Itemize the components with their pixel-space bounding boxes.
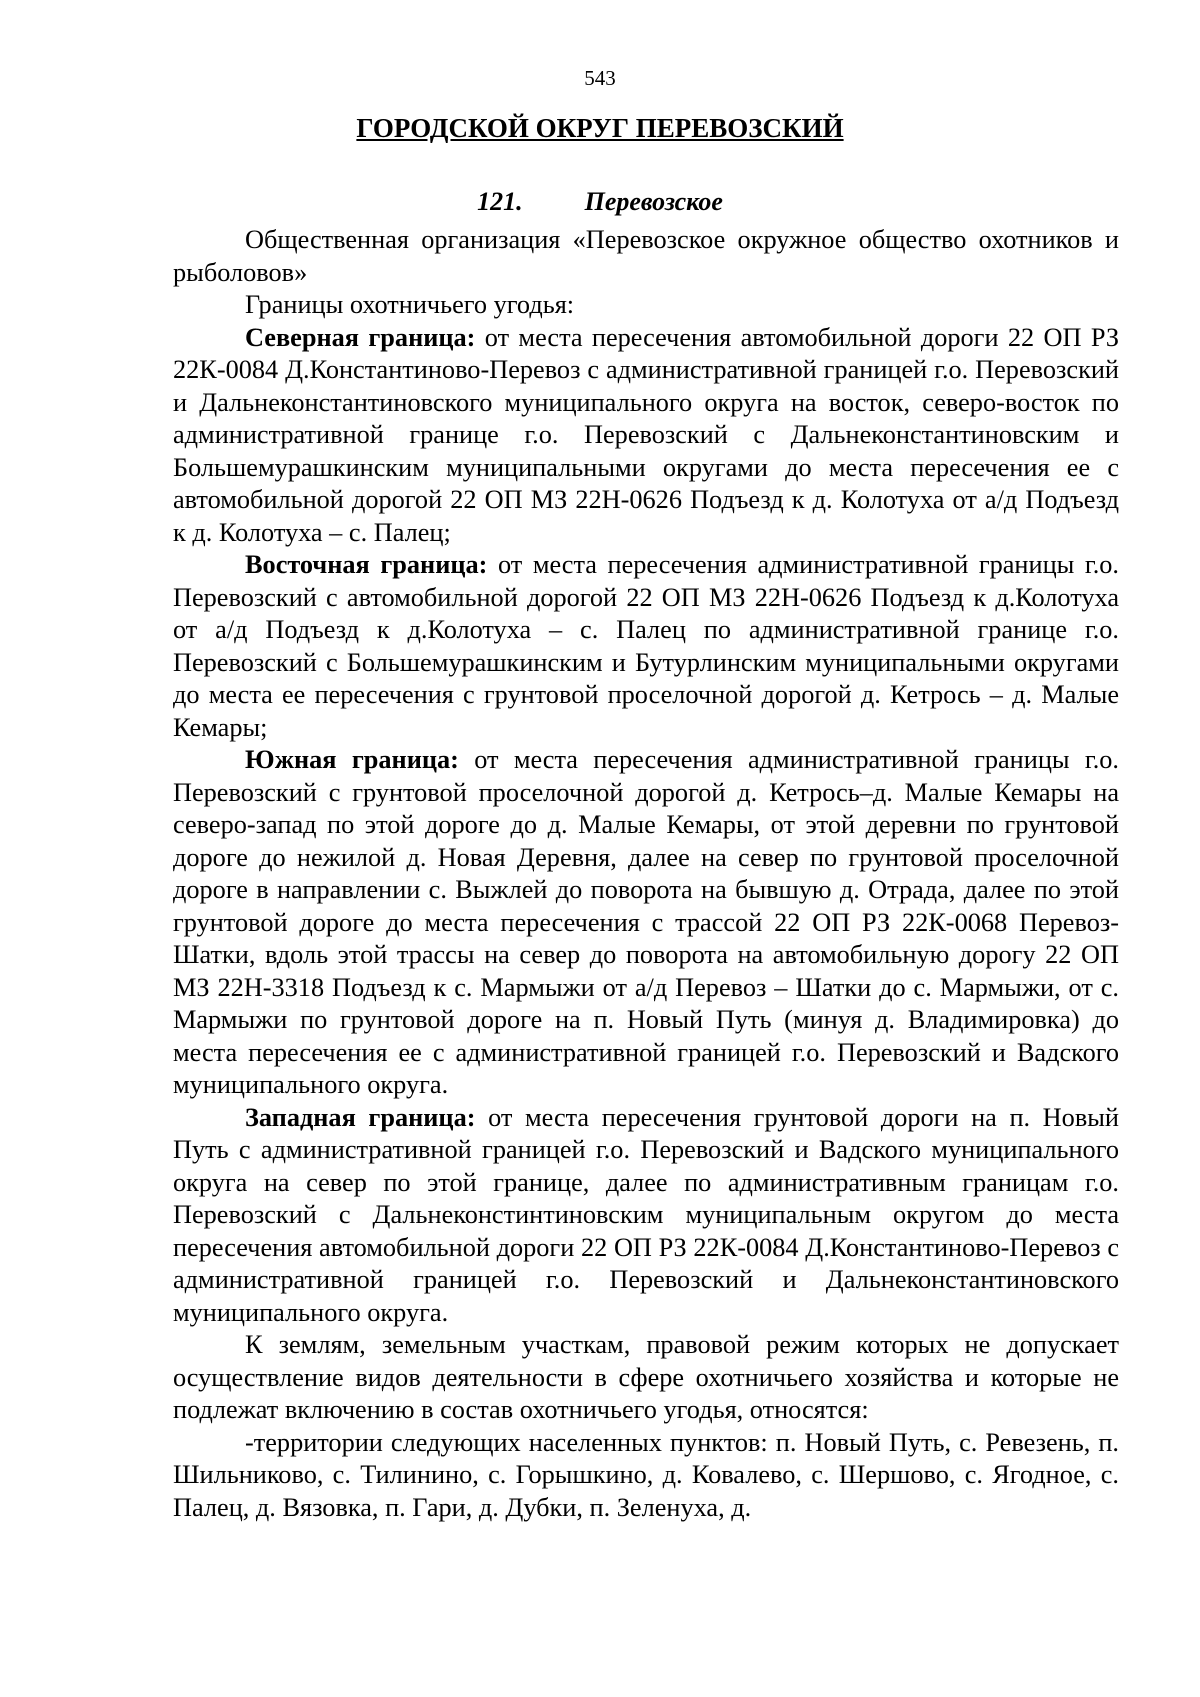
- boundaries-intro: Границы охотничьего угодья:: [245, 290, 575, 319]
- south-boundary-text: от места пересечения административной границы г.о. Перевозский с грунтовой проселочной дорогой д. Кетрось–д. Малые Кемары на северо-запад по этой дороге до д. Малые Кемары, от этой деревни по грунтовой дороге до нежилой д. Новая Деревня, далее на север по грунтовой проселочной дороге в направлении с. Выжлей до поворота на бывшую д. Отрада, далее по этой грунтовой дороге до места пересечения с трассой 22 ОП РЗ 22К-0068 Перевоз-Шатки, вдоль этой трассы на север до поворота на автомобильную дорогу 22 ОП МЗ 22Н-3318 Подъезд к с. Мармыжи от а/д Перевоз – Шатки до с. Мармыжи, от с. Мармыжи по грунтовой дороге на п. Новый Путь (минуя д. Владимировка) до места пересечения ее с административной границей г.о. Перевозский и Вадского муниципального округа.: [173, 745, 1119, 1099]
- north-boundary-text: от места пересечения автомобильной дороги 22 ОП РЗ 22К-0084 Д.Константиново-Перевоз с административной границей г.о. Перевозский и Дальнеконстантиновского муниципального округа на восток, северо-восток по административной границе г.о. Перевозский с Дальнеконстантиновским и Большемурашкинским муниципальными округами до места пересечения ее с автомобильной дорогой 22 ОП МЗ 22Н-0626 Подъезд к д. Колотуха от а/д Подъезд к д. Колотуха – с. Палец;: [173, 322, 1119, 547]
- north-boundary-paragraph: [173, 322, 1119, 550]
- west-boundary-paragraph: [173, 1102, 1119, 1330]
- west-boundary-text: от места пересечения грунтовой дороги на п. Новый Путь с административной границей г.о. Перевозский и Вадского муниципального округа на север по этой границе, далее по административным границам г.о. Перевозский с Дальнеконстинтиновским муниципальным округом до места пересечения автомобильной дороги 22 ОП РЗ 22К-0084 Д.Константиново-Перевоз с административной границей г.о. Перевозский и Дальнеконстантиновского муниципального округа.: [173, 1102, 1119, 1327]
- west-boundary-label: Западная граница:: [245, 1102, 476, 1132]
- document-title: ГОРОДСКОЙ ОКРУГ ПЕРЕВОЗСКИЙ: [356, 113, 844, 143]
- document-body: [173, 224, 1119, 1524]
- exclusions-intro: К землям, земельным участкам, правовой режим которых не допускает осуществление видов деятельности в сфере охотничьего хозяйства и которые не подлежат включению в состав охотничьего угодья, относятся:: [173, 1330, 1119, 1424]
- south-boundary-paragraph: [173, 744, 1119, 1102]
- page-number: 543: [584, 66, 616, 90]
- south-boundary-label: Южная граница:: [245, 745, 459, 774]
- section-name: Перевозское: [584, 187, 723, 216]
- section-heading: [0, 187, 1200, 217]
- section-number: 121.: [477, 187, 523, 216]
- organization-paragraph: Общественная организация «Перевозское окружное общество охотников и рыболовов»: [173, 225, 1119, 287]
- east-boundary-label: Восточная граница:: [245, 550, 488, 579]
- east-boundary-paragraph: [173, 549, 1119, 744]
- north-boundary-label: Северная граница:: [245, 322, 476, 352]
- settlements-paragraph: -территории следующих населенных пунктов: п. Новый Путь, с. Ревезень, п. Шильниково, с. Тилинино, с. Горышкино, д. Ковалево, с. Шершово, с. Ягодное, с. Палец, д. Вязовка, п. Гари, д. Дубки, п. Зеленуха, д.: [173, 1427, 1119, 1522]
- east-boundary-text: от места пересечения административной границы г.о. Перевозский с автомобильной дорогой 22 ОП МЗ 22Н-0626 Подъезд к д.Колотуха от а/д Подъезд к д.Колотуха – с. Палец по административной границе г.о. Перевозский с Большемурашкинским и Бутурлинским муниципальными округами до места ее пересечения с грунтовой проселочной дорогой д. Кетрось – д. Малые Кемары;: [173, 550, 1120, 742]
